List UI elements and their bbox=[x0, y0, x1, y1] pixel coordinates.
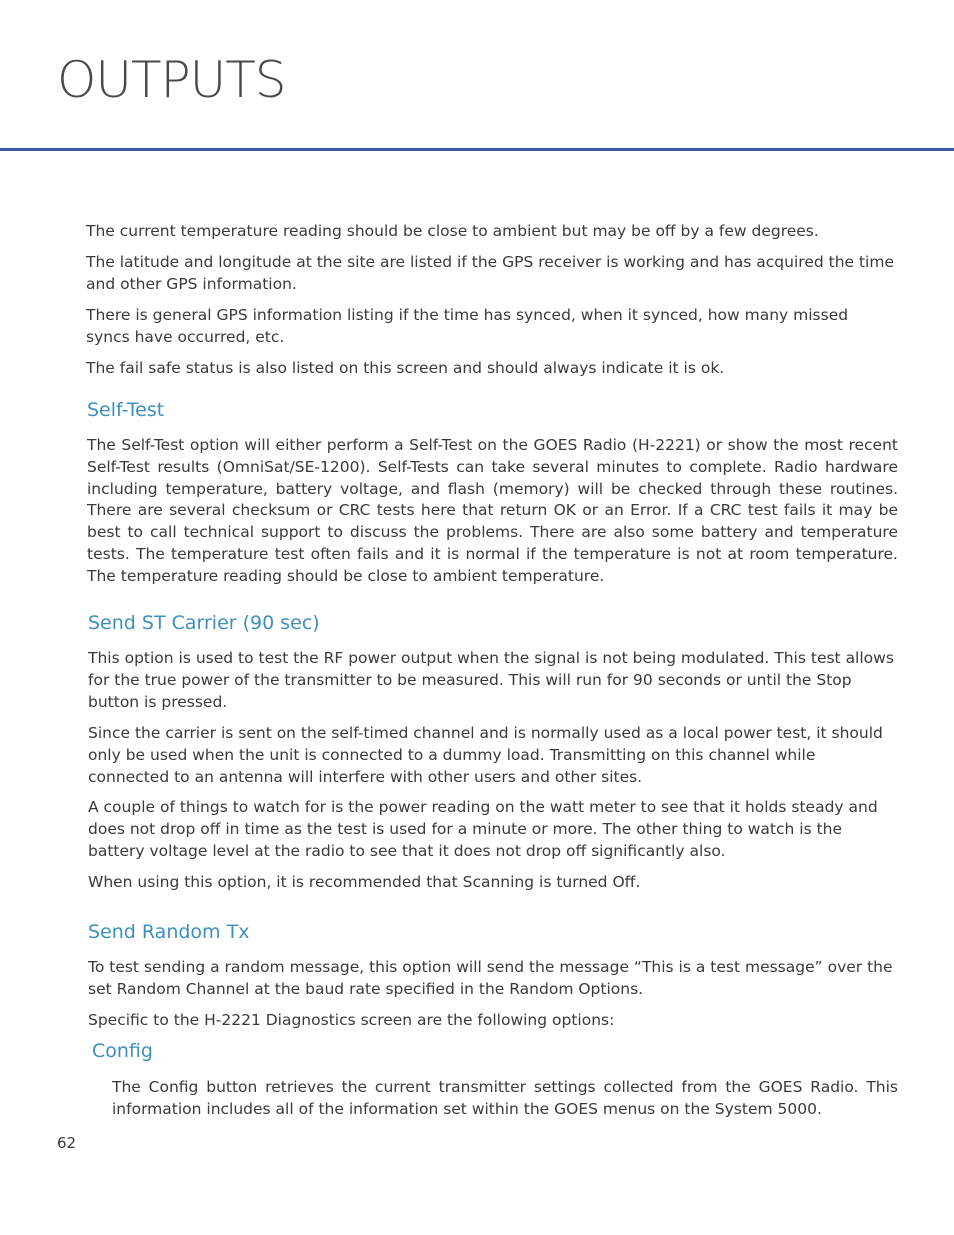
st-carrier-paragraph-purpose: This option is used to test the RF power output when the signal is not being modulated. This test allows for the true power of the transmitter to be measured. This will run for 90 seconds or until the Stop button is pressed. bbox=[88, 649, 894, 711]
send-st-carrier-heading: Send ST Carrier (90 sec) bbox=[88, 612, 320, 634]
page-title: OUTPUTS bbox=[57, 51, 286, 109]
st-carrier-paragraph-dummy-load: Since the carrier is sent on the self-timed channel and is normally used as a local power test, it should only be used when the unit is connected to a dummy load. Transmitting on this channel while connected to an antenna will interfere with other users and other sites. bbox=[88, 724, 883, 786]
random-tx-paragraph-h2221: Specific to the H-2221 Diagnostics screen are the following options: bbox=[88, 1011, 615, 1029]
self-test-paragraph: The Self-Test option will either perform a Self-Test on the GOES Radio (H-2221) or show the most recent Self-Test results (OmniSat/SE-1200). Self-Tests can take several minutes to complete. Radio hardware including temperature, battery voltage, and flash (memory) will be checked through these routines. There are several checksum or CRC tests here that return OK or an Error. If a CRC test fails it may be best to call technical support to discuss the problems. There are also some battery and temperature tests. The temperature test often fails and it is normal if the temperature is not at room temperature. The temperature reading should be close to ambient temperature. bbox=[87, 436, 898, 585]
config-heading: Config bbox=[92, 1040, 153, 1062]
config-paragraph: The Config button retrieves the current transmitter settings collected from the GOES Radio. This information includes all of the information set within the GOES menus on the System 5000. bbox=[112, 1078, 898, 1118]
self-test-heading: Self-Test bbox=[87, 399, 165, 421]
intro-paragraph-gps-location: The latitude and longitude at the site are listed if the GPS receiver is working and has acquired the time and other GPS information. bbox=[86, 253, 894, 293]
random-tx-paragraph-message: To test sending a random message, this option will send the message “This is a test message” over the set Random Channel at the baud rate specified in the Random Options. bbox=[88, 958, 893, 998]
title-divider bbox=[0, 148, 954, 151]
page-number: 62 bbox=[57, 1134, 77, 1152]
send-random-tx-heading: Send Random Tx bbox=[88, 921, 250, 943]
st-carrier-paragraph-watch: A couple of things to watch for is the power reading on the watt meter to see that it holds steady and does not drop off in time as the test is used for a minute or more. The other thing to watch is the battery voltage level at the radio to see that it does not drop off significantly also. bbox=[88, 798, 878, 860]
intro-paragraph-fail-safe: The fail safe status is also listed on this screen and should always indicate it is ok. bbox=[86, 359, 725, 377]
st-carrier-paragraph-scanning: When using this option, it is recommended that Scanning is turned Off. bbox=[88, 873, 641, 891]
intro-paragraph-temperature: The current temperature reading should be close to ambient but may be off by a few degrees. bbox=[86, 222, 819, 240]
intro-paragraph-gps-info: There is general GPS information listing if the time has synced, when it synced, how many missed syncs have occurred, etc. bbox=[86, 306, 849, 346]
